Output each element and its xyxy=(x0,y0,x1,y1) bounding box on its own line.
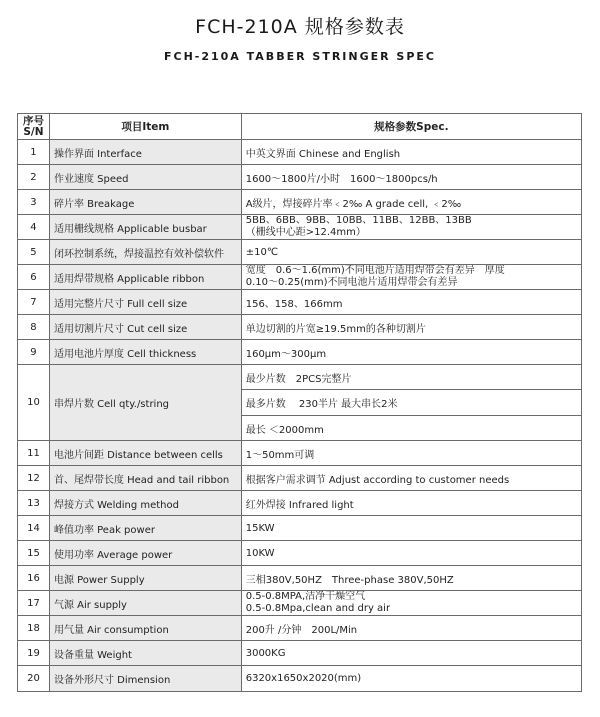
table-row xyxy=(18,516,582,541)
table-row xyxy=(18,240,582,265)
header-spec: 规格参数Spec. xyxy=(241,114,581,140)
table-row xyxy=(18,491,582,516)
table-row xyxy=(18,616,582,641)
table-row xyxy=(18,441,582,466)
spec-line: 0.5-0.8Mpa,clean and dry air xyxy=(245,603,391,614)
row-sn: 14 xyxy=(18,516,50,541)
spec-line: 10KW xyxy=(245,547,275,559)
row-sn: 4 xyxy=(18,215,50,240)
row-spec xyxy=(241,616,581,641)
spec-line: 156、158、166mm xyxy=(245,298,343,310)
table-row xyxy=(18,666,582,692)
row-sn: 10 xyxy=(18,365,50,441)
row-item: 设备重量 Weight xyxy=(49,641,241,666)
row-spec xyxy=(241,165,581,190)
spec-line: 1～50mm可调 xyxy=(245,449,315,461)
table-row xyxy=(18,190,582,215)
row-sn: 2 xyxy=(18,165,50,190)
row-spec xyxy=(241,240,581,265)
row-item: 作业速度 Speed xyxy=(49,165,241,190)
table-header-row xyxy=(18,114,582,140)
row-spec xyxy=(241,215,581,240)
spec-table xyxy=(17,113,582,692)
row-item: 适用完整片尺寸 Full cell size xyxy=(49,290,241,315)
row-item: 用气量 Air consumption xyxy=(49,616,241,641)
row-sn: 20 xyxy=(18,666,50,692)
row-sn: 15 xyxy=(18,541,50,566)
row-spec xyxy=(241,315,581,340)
table-row xyxy=(18,340,582,365)
row-sn: 11 xyxy=(18,441,50,466)
spec-line: 200升 /分钟 200L/Min xyxy=(245,624,358,636)
row-sn: 1 xyxy=(18,140,50,165)
row-item: 电池片间距 Distance between cells xyxy=(49,441,241,466)
row-item: 使用功率 Average power xyxy=(49,541,241,566)
header-sn: 序号 S/N xyxy=(18,114,50,140)
row-item: 焊接方式 Welding method xyxy=(49,491,241,516)
row-spec xyxy=(241,491,581,516)
table-row xyxy=(18,315,582,340)
row-sn: 7 xyxy=(18,290,50,315)
row-sn: 17 xyxy=(18,591,50,616)
row-spec xyxy=(241,340,581,365)
row-spec xyxy=(241,140,581,165)
table-row xyxy=(18,591,582,616)
table-row xyxy=(18,365,582,390)
header-item: 项目Item xyxy=(49,114,241,140)
row-spec: 最多片数 230半片 最大串长2米 xyxy=(241,390,581,416)
table-row xyxy=(18,641,582,666)
row-sn: 13 xyxy=(18,491,50,516)
spec-line: 根据客户需求调节 Adjust according to customer needs xyxy=(245,474,510,486)
row-spec xyxy=(241,641,581,666)
row-sn: 16 xyxy=(18,566,50,591)
row-sn: 3 xyxy=(18,190,50,215)
row-spec xyxy=(241,190,581,215)
row-item: 适用电池片厚度 Cell thickness xyxy=(49,340,241,365)
row-item: 适用焊带规格 Applicable ribbon xyxy=(49,265,241,290)
row-item: 首、尾焊带长度 Head and tail ribbon xyxy=(49,466,241,491)
row-item: 气源 Air supply xyxy=(49,591,241,616)
row-item: 设备外形尺寸 Dimension xyxy=(49,666,241,692)
row-item: 电源 Power Supply xyxy=(49,566,241,591)
table-row xyxy=(18,541,582,566)
row-item: 峰值功率 Peak power xyxy=(49,516,241,541)
spec-line: 6320x1650x2020(mm) xyxy=(245,673,362,684)
table-row xyxy=(18,165,582,190)
table-row xyxy=(18,265,582,290)
row-spec xyxy=(241,566,581,591)
spec-line: ±10℃ xyxy=(245,246,279,258)
row-sn: 9 xyxy=(18,340,50,365)
spec-line: 红外焊接 Infrared light xyxy=(245,499,354,511)
table-row xyxy=(18,566,582,591)
spec-line: 宽度 0.6～1.6(mm)不同电池片适用焊带会有差异 厚度 xyxy=(245,265,505,276)
table-row xyxy=(18,215,582,240)
row-spec xyxy=(241,666,581,692)
row-sn: 8 xyxy=(18,315,50,340)
row-spec xyxy=(241,541,581,566)
spec-line: 中英文界面 Chinese and English xyxy=(245,148,401,160)
row-item: 操作界面 Interface xyxy=(49,140,241,165)
spec-line: 三相380V,50HZ Three-phase 380V,50HZ xyxy=(245,574,454,586)
row-spec xyxy=(241,466,581,491)
row-spec xyxy=(241,591,581,616)
spec-line: 15KW xyxy=(245,522,275,534)
spec-line: 0.10～0.25(mm)不同电池片适用焊带会有差异 xyxy=(245,277,458,288)
table-row xyxy=(18,290,582,315)
spec-line: 0.5-0.8MPA,洁净干燥空气 xyxy=(245,591,366,602)
row-spec xyxy=(241,290,581,315)
row-spec: 最少片数 2PCS完整片 xyxy=(241,365,581,390)
spec-line: 单边切割的片宽≥19.5mm的各种切割片 xyxy=(245,323,426,335)
row-item: 适用栅线规格 Applicable busbar xyxy=(49,215,241,240)
spec-line: （栅线中心距>12.4mm） xyxy=(245,227,366,238)
row-item: 串焊片数 Cell qty./string xyxy=(49,365,241,441)
row-sn: 18 xyxy=(18,616,50,641)
row-spec xyxy=(241,516,581,541)
row-sn: 19 xyxy=(18,641,50,666)
row-spec xyxy=(241,441,581,466)
page-title: FCH-210A 规格参数表 xyxy=(195,16,405,38)
spec-line: 160μm～300μm xyxy=(245,348,327,360)
row-sn: 5 xyxy=(18,240,50,265)
row-item: 碎片率 Breakage xyxy=(49,190,241,215)
row-sn: 6 xyxy=(18,265,50,290)
table-row xyxy=(18,140,582,165)
spec-line: 3000KG xyxy=(245,647,286,659)
spec-line: 1600～1800片/小时 1600～1800pcs/h xyxy=(245,173,438,185)
table-row xyxy=(18,466,582,491)
row-spec: 最长 ＜2000mm xyxy=(241,416,581,441)
row-spec xyxy=(241,265,581,290)
spec-line: A级片，焊接碎片率﹤2‰ A grade cell, ﹤2‰ xyxy=(245,198,462,210)
row-item: 适用切割片尺寸 Cut cell size xyxy=(49,315,241,340)
spec-line: 5BB、6BB、9BB、10BB、11BB、12BB、13BB xyxy=(245,215,472,226)
row-sn: 12 xyxy=(18,466,50,491)
row-item: 闭环控制系统，焊接温控有效补偿软件 xyxy=(49,240,241,265)
page-subtitle: FCH-210A TABBER STRINGER SPEC xyxy=(163,50,437,63)
